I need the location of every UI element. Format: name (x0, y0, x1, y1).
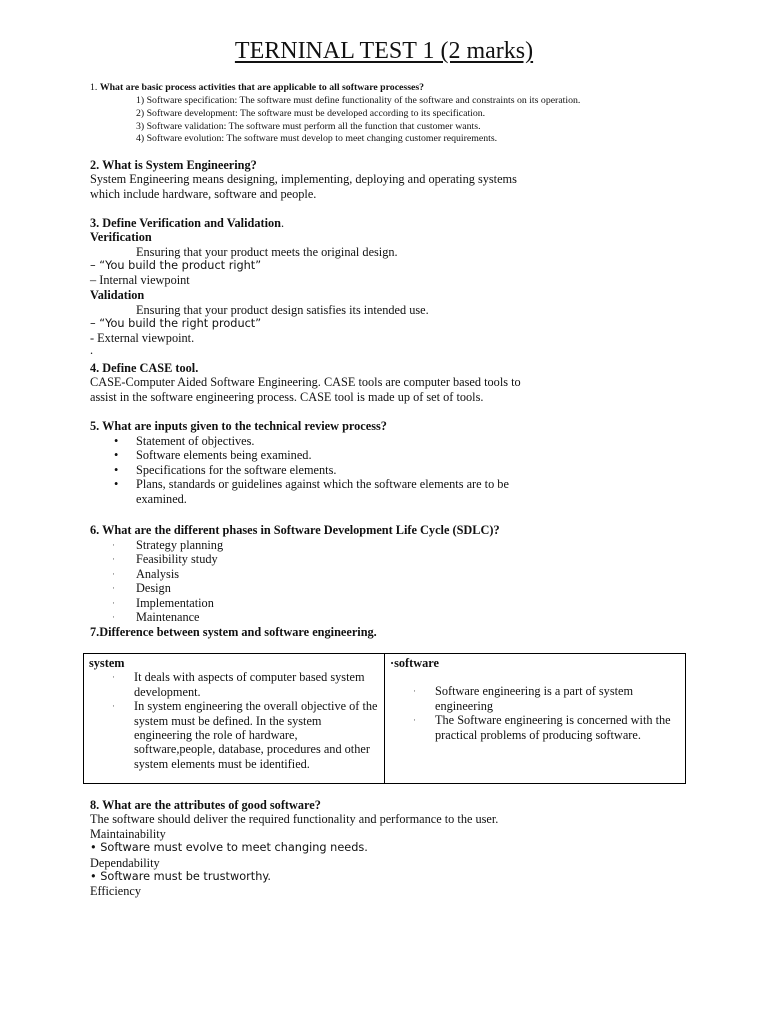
maintainability-label: Maintainability (90, 826, 166, 841)
table-row (84, 654, 686, 784)
list-item-text: Specifications for the software elements. (136, 462, 337, 477)
question-6-text: 6. What are the different phases in Software Development Life Cycle (SDLC)? (90, 523, 500, 537)
bullet-icon: • (114, 434, 119, 448)
question-2 (90, 158, 517, 201)
list-item (112, 699, 379, 771)
question-4-text: 4. Define CASE tool. (90, 361, 199, 375)
list-item-text: Feasibility study (136, 552, 218, 567)
list-item (413, 684, 680, 713)
question-8 (90, 798, 498, 899)
question-1-answer (136, 95, 580, 146)
page-title: TERNINAL TEST 1 (2 marks) (234, 38, 534, 64)
list-item-text: It deals with aspects of computer based system development. (134, 670, 365, 699)
bullet-icon: · (112, 554, 115, 565)
list-item (112, 595, 223, 610)
list-item-text: In system engineering the overall objective of the system must be defined. In the system engineering the role of hardware, software,people, database, procedures and other system elements must be identified. (134, 699, 378, 771)
question-7-text: 7.Difference between system and software engineering. (90, 625, 377, 639)
question-2-text: 2. What is System Engineering? (90, 158, 257, 172)
list-item-text: Statement of objectives. (136, 434, 255, 448)
list-item (112, 670, 379, 699)
comparison-table (83, 653, 686, 784)
validation-quote: – “You build the right product” (90, 317, 262, 330)
list-item (114, 462, 516, 477)
maintainability-note: • Software must evolve to meet changing needs. (90, 841, 368, 855)
list-item-text: Maintenance (136, 610, 200, 625)
question-3-period: . (280, 216, 285, 230)
dependability-note: • Software must be trustworthy. (90, 870, 272, 884)
verification-definition: Ensuring that your product meets the original design. (136, 245, 398, 259)
list-item-text: The Software engineering is concerned with the practical problems of producing software. (435, 713, 671, 742)
answer-line: which include hardware, software and people. (90, 186, 317, 201)
question-6 (90, 523, 500, 537)
bullet-icon: · (112, 612, 115, 623)
bullet-icon: · (112, 568, 115, 579)
answer-line: assist in the software engineering process. CASE tool is made up of set of tools. (90, 389, 484, 404)
answer-line: CASE-Computer Aided Software Engineering. CASE tools are computer based tools to (90, 375, 521, 390)
validation-heading: Validation (90, 287, 145, 302)
list-item-text: Software elements being examined. (136, 448, 312, 463)
answer-line: System Engineering means designing, implementing, deploying and operating systems (90, 172, 517, 187)
bullet-icon: • (114, 462, 119, 477)
validation-definition: Ensuring that your product design satisfies its intended use. (136, 303, 429, 317)
list-item (114, 434, 516, 448)
list-item: 2) Software development: The software must be developed according to its specification. (136, 107, 486, 119)
bullet-icon: · (413, 686, 416, 697)
list-item-text: Implementation (136, 595, 214, 610)
validation-viewpoint: - External viewpoint. (90, 331, 195, 346)
bullet-icon: · (112, 583, 115, 594)
list-item: 4) Software evolution: The software must develop to meet changing customer requirements. (136, 133, 498, 145)
list-item-text: Design (136, 581, 171, 596)
dependability-label: Dependability (90, 855, 160, 870)
list-item (112, 581, 223, 596)
list-item (112, 566, 223, 581)
question-5-list (114, 434, 516, 506)
list-item-text: Strategy planning (136, 538, 224, 552)
bullet-icon: • (114, 477, 119, 492)
list-item-text: Plans, standards or guidelines against which the software elements are to be examined. (136, 477, 509, 506)
bullet-icon: · (112, 672, 115, 683)
verification-quote: – “You build the product right” (90, 259, 262, 272)
question-1 (90, 82, 424, 95)
software-heading: ·software (390, 656, 439, 670)
question-5-text: 5. What are inputs given to the technical review process? (90, 419, 387, 433)
list-item: 3) Software validation: The software must perform all the function that customer wants. (136, 120, 481, 132)
list-item-text: Analysis (136, 566, 180, 581)
verification-heading: Verification (90, 230, 152, 245)
system-heading: system (89, 656, 125, 670)
list-item (413, 713, 680, 742)
question-6-list (112, 538, 224, 625)
list-item (112, 552, 223, 567)
list-item (112, 610, 223, 625)
question-4 (90, 361, 521, 404)
bullet-icon: · (413, 715, 416, 726)
list-item (114, 477, 516, 506)
bullet-icon: · (112, 597, 115, 608)
question-7 (90, 625, 377, 639)
list-item (114, 448, 516, 463)
question-8-text: 8. What are the attributes of good software? (90, 798, 321, 812)
verification-details (90, 259, 261, 302)
question-1-text: What are basic process activities that are applicable to all software processes? (99, 82, 425, 93)
efficiency-label: Efficiency (90, 884, 141, 899)
validation-details (90, 317, 261, 355)
stray-mark: . (90, 342, 94, 357)
list-item: 1) Software specification: The software must define functionality of the software and constraints on its operation. (136, 95, 581, 106)
bullet-icon: · (112, 540, 115, 550)
verification-viewpoint: – Internal viewpoint (90, 273, 190, 288)
question-3-text: 3. Define Verification and Validation (90, 216, 281, 230)
question-5 (90, 419, 387, 433)
question-3 (90, 216, 284, 245)
system-cell (84, 654, 385, 784)
bullet-icon: • (114, 448, 119, 463)
software-cell (385, 654, 686, 784)
bullet-icon: · (112, 701, 115, 712)
list-item-text: Software engineering is a part of system engineering (435, 684, 634, 713)
list-item (112, 538, 224, 552)
question-1-number: 1. (90, 82, 98, 93)
answer-line: The software should deliver the required functionality and performance to the user. (90, 812, 499, 827)
